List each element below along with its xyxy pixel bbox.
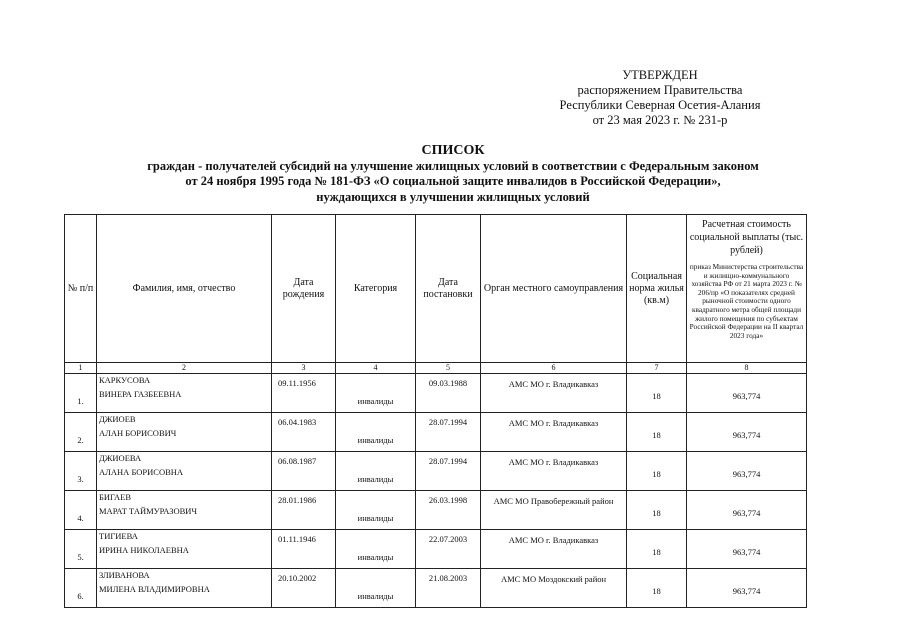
approval-line-1: УТВЕРЖДЕН — [622, 68, 698, 82]
table-row — [65, 413, 807, 452]
row-fio — [97, 569, 272, 608]
title-heading: СПИСОК — [421, 143, 485, 158]
approval-stamp — [540, 68, 780, 128]
row-category: инвалиды — [336, 374, 416, 413]
row-organ: АМС МО Правобережный район — [481, 491, 627, 530]
title-line-1: граждан - получателей субсидий на улучшение жилищных условий в соответствии с Федеральным законом — [147, 158, 759, 173]
row-birth-date: 20.10.2002 — [272, 569, 336, 608]
document-title — [60, 143, 846, 205]
row-norm: 18 — [627, 452, 687, 491]
row-name: ИРИНА НИКОЛАЕВНА — [99, 545, 189, 555]
header-cost-main: Расчетная стоимость социальной выплаты (тыс. рублей) — [689, 219, 804, 256]
row-cost: 963,774 — [687, 569, 807, 608]
row-fio — [97, 452, 272, 491]
row-birth-date: 06.04.1983 — [272, 413, 336, 452]
column-number: 1 — [65, 363, 97, 374]
header-organ: Орган местного самоуправления — [481, 215, 627, 363]
row-birth-date: 06.08.1987 — [272, 452, 336, 491]
column-number-row — [65, 363, 807, 374]
row-birth-date: 01.11.1946 — [272, 530, 336, 569]
approval-line-3: Республики Северная Осетия-Алания — [559, 98, 761, 112]
title-line-2: от 24 ноября 1995 года № 181-ФЗ «О социальной защите инвалидов в Российской Федерации», — [185, 174, 721, 188]
table-row — [65, 530, 807, 569]
column-number: 3 — [272, 363, 336, 374]
row-post-date: 26.03.1998 — [416, 491, 481, 530]
row-birth-date: 28.01.1986 — [272, 491, 336, 530]
row-number: 4. — [65, 491, 97, 530]
row-name: МАРАТ ТАЙМУРАЗОВИЧ — [99, 506, 197, 516]
row-surname: БИГАЕВ — [99, 492, 132, 502]
row-post-date: 22.07.2003 — [416, 530, 481, 569]
table-row — [65, 569, 807, 608]
table-row — [65, 374, 807, 413]
row-post-date: 28.07.1994 — [416, 452, 481, 491]
row-name: ВИНЕРА ГАЗБЕЕВНА — [99, 389, 182, 399]
recipients-table — [64, 214, 807, 608]
header-num: № п/п — [65, 215, 97, 363]
header-cost — [687, 215, 807, 363]
row-surname: ТИГИЕВА — [99, 531, 138, 541]
approval-line-4: от 23 мая 2023 г. № 231-р — [592, 113, 728, 127]
column-number: 6 — [481, 363, 627, 374]
row-name: МИЛЕНА ВЛАДИМИРОВНА — [99, 584, 210, 594]
row-number: 6. — [65, 569, 97, 608]
row-cost: 963,774 — [687, 530, 807, 569]
row-category: инвалиды — [336, 452, 416, 491]
row-birth-date: 09.11.1956 — [272, 374, 336, 413]
row-number: 5. — [65, 530, 97, 569]
row-number: 3. — [65, 452, 97, 491]
table-row — [65, 452, 807, 491]
column-number: 7 — [627, 363, 687, 374]
row-organ: АМС МО г. Владикавказ — [481, 530, 627, 569]
row-surname: ДЖИОЕВ — [99, 414, 136, 424]
header-row — [65, 215, 807, 363]
row-organ: АМС МО г. Владикавказ — [481, 452, 627, 491]
header-birth: Дата рождения — [272, 215, 336, 363]
row-cost: 963,774 — [687, 413, 807, 452]
header-post-date: Дата постановки — [416, 215, 481, 363]
row-norm: 18 — [627, 491, 687, 530]
column-number: 2 — [97, 363, 272, 374]
row-fio — [97, 374, 272, 413]
row-fio — [97, 491, 272, 530]
row-norm: 18 — [627, 413, 687, 452]
row-category: инвалиды — [336, 530, 416, 569]
row-number: 2. — [65, 413, 97, 452]
row-name: АЛАН БОРИСОВИЧ — [99, 428, 177, 438]
column-number: 4 — [336, 363, 416, 374]
row-surname: ЗЛИВАНОВА — [99, 570, 150, 580]
row-cost: 963,774 — [687, 491, 807, 530]
column-number: 5 — [416, 363, 481, 374]
row-cost: 963,774 — [687, 452, 807, 491]
row-fio — [97, 530, 272, 569]
row-fio — [97, 413, 272, 452]
row-organ: АМС МО г. Владикавказ — [481, 374, 627, 413]
row-norm: 18 — [627, 374, 687, 413]
header-category: Категория — [336, 215, 416, 363]
title-line-3: нуждающихся в улучшении жилищных условий — [316, 189, 590, 204]
header-norm: Социальная норма жилья (кв.м) — [627, 215, 687, 363]
row-category: инвалиды — [336, 491, 416, 530]
row-surname: ДЖИОЕВА — [99, 453, 142, 463]
row-post-date: 09.03.1988 — [416, 374, 481, 413]
row-category: инвалиды — [336, 413, 416, 452]
column-number: 8 — [687, 363, 807, 374]
row-norm: 18 — [627, 530, 687, 569]
row-norm: 18 — [627, 569, 687, 608]
row-organ: АМС МО Моздокский район — [481, 569, 627, 608]
row-name: АЛАНА БОРИСОВНА — [99, 467, 184, 477]
row-category: инвалиды — [336, 569, 416, 608]
row-post-date: 21.08.2003 — [416, 569, 481, 608]
row-surname: КАРКУСОВА — [99, 375, 151, 385]
header-fio: Фамилия, имя, отчество — [97, 215, 272, 363]
approval-line-2: распоряжением Правительства — [577, 83, 743, 97]
row-post-date: 28.07.1994 — [416, 413, 481, 452]
row-cost: 963,774 — [687, 374, 807, 413]
row-organ: АМС МО г. Владикавказ — [481, 413, 627, 452]
header-cost-note: приказ Министерства строительства и жилищно-коммунального хозяйства РФ от 21 марта 2023 г. № 206/пр «О показателях средней рыночной стоимости одного квадратного метра общей площади жилого помещения по субъектам Российской Федерации на II квартал 2023 года» — [689, 262, 804, 340]
table-row — [65, 491, 807, 530]
row-number: 1. — [65, 374, 97, 413]
